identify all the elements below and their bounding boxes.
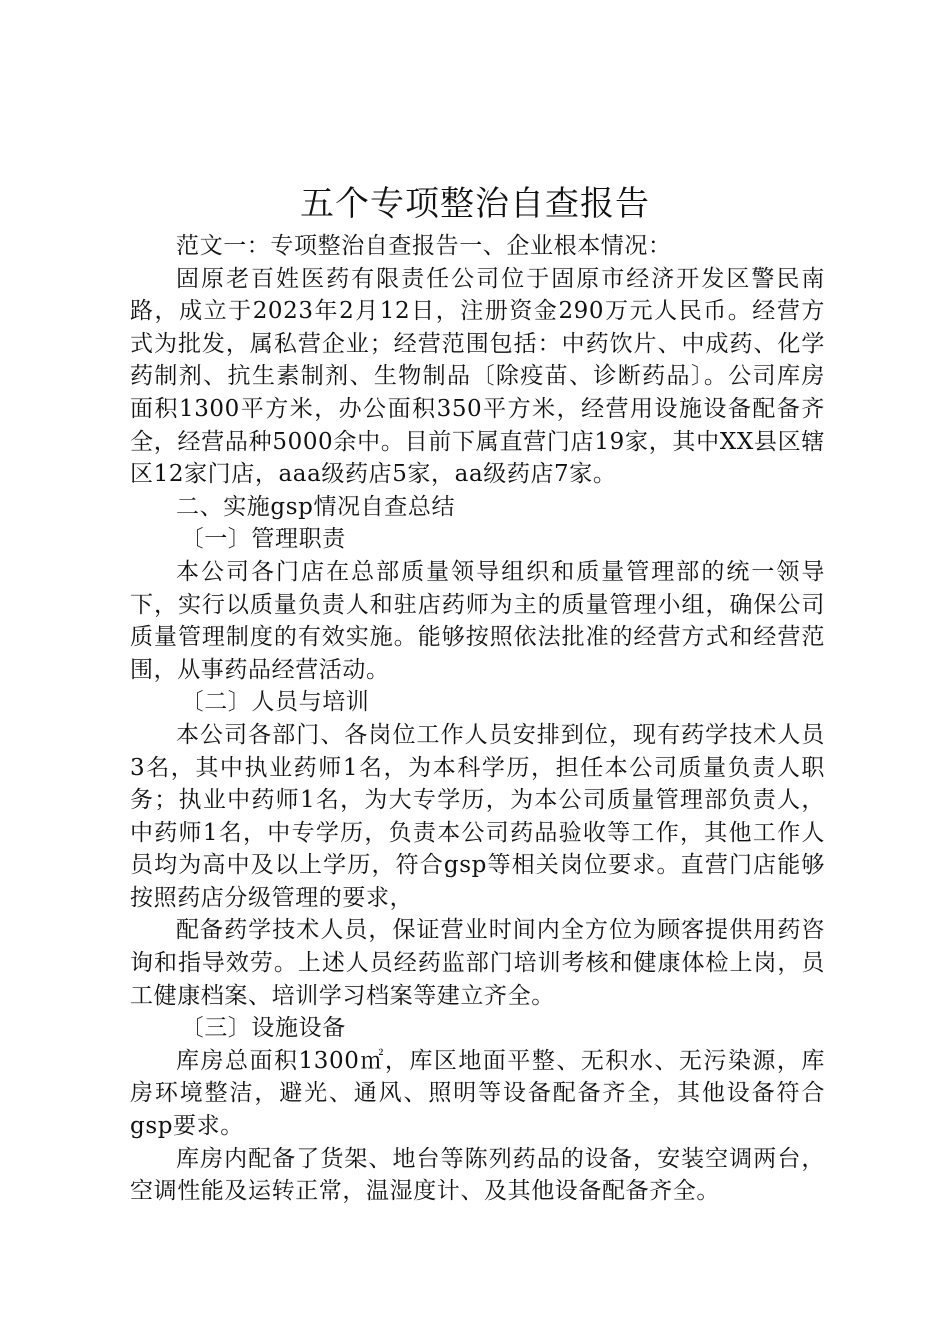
document-body — [130, 230, 825, 1208]
document-title: 五个专项整治自查报告 — [300, 184, 650, 224]
intro-paragraph: 范文一：专项整治自查报告一、企业根本情况： — [176, 233, 672, 259]
section-heading-gsp: 二、实施gsp情况自查总结 — [176, 493, 456, 520]
personnel-paragraph-continued: 配备药学技术人员，保证营业时间内全方位为顾客提供用药咨询和指导效劳。上述人员经药监部门培训考核和健康体检上岗，员工健康档案、培训学习档案等建立齐全。 — [130, 917, 825, 1009]
company-overview-paragraph: 固原老百姓医药有限责任公司位于固原市经济开发区警民南路，成立于2023年2月12日，注册资金290万元人民币。经营方式为批发，属私营企业；经营范围包括：中药饮片、中成药、化学药制剂、抗生素制剂、生物制品〔除疫苗、诊断药品〕。公司库房面积1300平方米，办公面积350平方米，经营用设施设备配备齐全，经营品种5000余中。目前下属直营门店19家，其中XX县区辖区12家门店，aaa级药店5家，aa级药店7家。 — [130, 265, 825, 488]
subheading-facilities: 〔三〕设施设备 — [180, 1015, 346, 1042]
facilities-paragraph: 库房总面积1300㎡，库区地面平整、无积水、无污染源，库房环境整洁，避光、通风、照明等设备配备齐全，其他设备符合gsp要求。 — [130, 1047, 825, 1140]
personnel-paragraph: 本公司各部门、各岗位工作人员安排到位，现有药学技术人员3名，其中执业药师1名，为本科学历，担任本公司质量负责人职务；执业中药师1名，为大专学历，为本公司质量管理部负责人，中药师1名，中专学历，负责本公司药品验收等工作，其他工作人员均为高中及以上学历，符合gsp等相关岗位要求。直营门店能够按照药店分级管理的要求， — [130, 721, 825, 911]
warehouse-equipment-paragraph: 库房内配备了货架、地台等陈列药品的设备，安装空调两台，空调性能及运转正常，温湿度计、及其他设备配备齐全。 — [130, 1145, 825, 1205]
management-paragraph: 本公司各门店在总部质量领导组织和质量管理部的统一领导下，实行以质量负责人和驻店药师为主的质量管理小组，确保公司质量管理制度的有效实施。能够按照依法批准的经营方式和经营范围，从事药品经营活动。 — [130, 558, 825, 683]
subheading-personnel: 〔二〕人员与培训 — [180, 689, 370, 716]
subheading-management: 〔一〕管理职责 — [180, 526, 346, 553]
